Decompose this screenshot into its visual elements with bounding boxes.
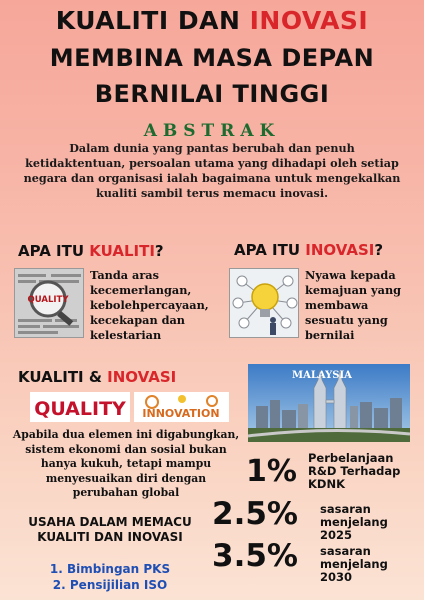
innovation-gear-icon	[134, 392, 229, 422]
kualiti-heading-word: KUALITI	[89, 242, 155, 260]
title-line-3: BERNILAI TINGGI	[94, 80, 330, 108]
inovasi-heading-prefix: APA ITU	[234, 241, 306, 259]
quality-word: QUALITY	[34, 398, 126, 420]
kualiti-heading-qmark: ?	[154, 242, 164, 260]
innovation-lightbulb-image	[229, 268, 299, 338]
usaha-heading: USAHA DALAM MEMACU KUALITI DAN INOVASI	[28, 515, 192, 544]
kualiti-inovasi-description: Apabila dua elemen ini digabungkan, sistem ekonomi dan sosial bukan hanya kukuh, tetapi mampu menyesuaikan diri dengan perubahan global	[12, 428, 240, 499]
lightbulb-icon	[230, 269, 299, 338]
title-line-1	[0, 6, 424, 35]
inovasi-heading-qmark: ?	[374, 241, 384, 259]
innovation-word-image	[134, 392, 229, 422]
stat-value-2: 2.5%	[212, 496, 298, 532]
innovation-word: INNOVATION	[142, 407, 220, 420]
stat-value-3: 3.5%	[212, 538, 298, 574]
stat-label-2: sasaran menjelang 2025	[320, 502, 388, 542]
quality-wordcloud-icon	[15, 269, 84, 338]
title-line-2: MEMBINA MASA DEPAN	[49, 44, 375, 72]
usaha-item-2: 2. Pensijilian ISO	[52, 578, 168, 592]
malaysia-label: MALAYSIA	[292, 370, 352, 381]
usaha-item-1: 1. Bimbingan PKS	[49, 562, 171, 576]
quality-word-image	[30, 392, 130, 422]
inovasi-heading-word: INOVASI	[305, 241, 375, 259]
title-inovasi: INOVASI	[249, 6, 369, 35]
kualiti-inovasi-heading	[18, 368, 176, 386]
kualiti-inovasi-word: INOVASI	[107, 368, 177, 386]
malaysia-city-image	[248, 364, 410, 442]
kualiti-description: Tanda aras kecemerlangan, kebolehpercayaan, kecekapan dan kelestarian	[90, 268, 209, 342]
stat-value-1: 1%	[246, 454, 297, 489]
abstract-heading: ABSTRAK	[143, 121, 281, 141]
inovasi-description: Nyawa kepada kemajuan yang membawa sesuatu yang bernilai	[305, 268, 402, 342]
quality-image-word: QUALITY	[27, 295, 69, 305]
kuala-lumpur-skyline-icon	[248, 364, 410, 442]
title-kualiti-dan: KUALITI DAN	[55, 6, 250, 35]
inovasi-heading	[234, 241, 383, 259]
stat-label-3: sasaran menjelang 2030	[320, 544, 388, 584]
quality-magnifier-image	[14, 268, 84, 338]
quality-letters-icon	[30, 392, 130, 422]
abstract-body: Dalam dunia yang pantas berubah dan penuh ketidaktentuan, persoalan utama yang dihadapi oleh setiap negara dan organisasi ialah bagaimana untuk mengekalkan kualiti sambil terus memacu inovasi.	[23, 141, 401, 200]
kualiti-inovasi-prefix: KUALITI &	[18, 368, 108, 386]
kualiti-heading-prefix: APA ITU	[18, 242, 90, 260]
kualiti-heading	[18, 242, 164, 260]
stat-label-1: Perbelanjaan R&D Terhadap KDNK	[308, 451, 401, 491]
